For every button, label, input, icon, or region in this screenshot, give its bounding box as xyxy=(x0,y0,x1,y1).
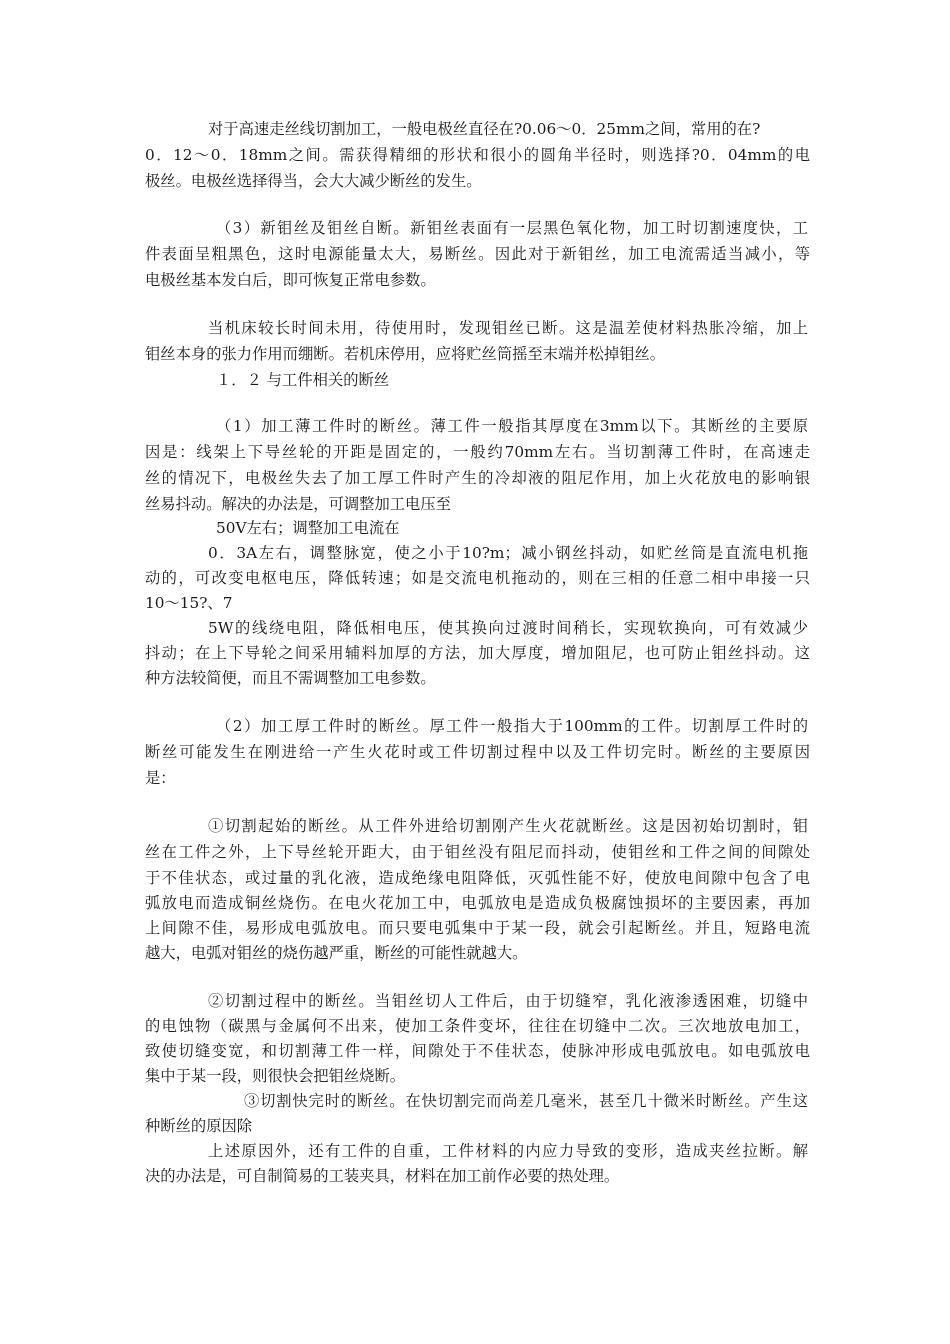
text-line: 当机床较长时间未用，待使用时，发现钼丝已断。这是温差使材料热胀冷缩，加上 xyxy=(208,319,808,337)
text-line: 是： xyxy=(145,769,176,787)
text-line: ②切割过程中的断丝。当钼丝切人工件后，由于切缝窄，乳化液渗透困难，切缝中 xyxy=(208,992,808,1010)
text-line: 50V左右；调整加工电流在 xyxy=(216,519,400,537)
text-line: 上间隙不佳，易形成电弧放电。而只要电弧集中于某一段，就会引起断丝。并且，短路电流 xyxy=(145,919,810,937)
text-line: 动的，可改变电枢电压，降低转速；如是交流电机拖动的，则在三相的任意二相中串接一只 xyxy=(145,569,810,587)
text-line: 丝的情况下，电极丝失去了加工厚工件时产生的冷却液的阻尼作用，加上火花放电的影响银 xyxy=(145,469,810,487)
text-line: 断丝可能发生在刚进给一产生火花时或工件切割过程中以及工件切完时。断丝的主要原因 xyxy=(145,743,810,761)
text-line: ①切割起始的断丝。从工件外进给切割刚产生火花就断丝。这是因初始切割时，钼 xyxy=(208,817,808,835)
text-line: 决的办法是，可自制简易的工装夹具，材料在加工前作必要的热处理。 xyxy=(145,1167,620,1185)
text-line: 钼丝本身的张力作用而绷断。若机床停用，应将贮丝筒摇至末端并松掉钼丝。 xyxy=(145,345,666,363)
text-line: 种断丝的原因除 xyxy=(145,1117,253,1135)
text-line: 极丝。电极丝选择得当，会大大减少断丝的发生。 xyxy=(145,172,482,190)
text-line: 抖动；在上下导轮之间采用辅料加厚的方法，加大厚度，增加阻尼，也可防止钼丝抖动。这 xyxy=(145,644,810,662)
text-line: 弧放电而造成铜丝烧伤。在电火花加工中，电弧放电是造成负极腐蚀损坏的主要因素，再加 xyxy=(145,894,810,912)
text-line: 越大，电弧对钼丝的烧伤越严重，断丝的可能性就越大。 xyxy=(145,944,528,962)
text-line: 上述原因外，还有工件的自重，工件材料的内应力导致的变形，造成夹丝拉断。解 xyxy=(208,1142,808,1160)
text-line: 5W的线绕电阻，降低相电压，使其换向过渡时间稍长，实现软换向，可有效减少 xyxy=(208,619,808,637)
text-line: 对于高速走丝线切割加工，一般电极丝直径在?0.06～0．25mm之间，常用的在? xyxy=(208,120,761,138)
text-line: 因是：线架上下导丝轮的开距是固定的，一般约70mm左右。当切割薄工件时，在高速走 xyxy=(145,443,810,461)
text-line: 于不佳状态，或过量的乳化液，造成绝缘电阻降低，灭弧性能不好，使放电间隙中包含了电 xyxy=(145,869,810,887)
text-line: 集中于某一段，则很快会把钼丝烧断。 xyxy=(145,1067,406,1085)
text-line: （2）加工厚工件时的断丝。厚工件一般指大于100mm的工件。切割厚工件时的 xyxy=(216,717,808,735)
text-line: 种方法较简便，而且不需调整加工电参数。 xyxy=(145,669,436,687)
text-line: 致使切缝变宽，和切割薄工件一样，间隙处于不佳状态，使脉冲形成电弧放电。如电弧放电 xyxy=(145,1042,810,1060)
text-line: 的电蚀物（碳黑与金属何不出来，使加工条件变坏，往往在切缝中二次。三次地放电加工， xyxy=(145,1017,810,1035)
section-heading: １．２ 与工件相关的断丝 xyxy=(216,371,390,389)
text-line: 电极丝基本发白后，即可恢复正常电参数。 xyxy=(145,271,436,289)
text-line: 10～15?、7 xyxy=(145,594,233,612)
text-line: 件表面呈粗黑色，这时电源能量太大，易断丝。因此对于新钼丝，加工电流需适当减小，等 xyxy=(145,245,810,263)
text-line: （1）加工薄工件时的断丝。薄工件一般指其厚度在3mm以下。其断丝的主要原 xyxy=(216,417,808,435)
text-line: 丝易抖动。解决的办法是，可调整加工电压至 xyxy=(145,495,451,513)
text-line: （3）新钼丝及钼丝自断。新钼丝表面有一层黑色氧化物，加工时切割速度快，工 xyxy=(216,219,808,237)
text-line: 0．3A左右，调整脉宽，使之小于10?m；减小钢丝抖动，如贮丝筒是直流电机拖 xyxy=(208,544,808,562)
text-line: 丝在工件之外，上下导丝轮开距大，由于钼丝没有阻尼而抖动，使钼丝和工件之间的间隙处 xyxy=(145,843,810,861)
text-line: ③切割快完时的断丝。在快切割完而尚差几毫米，甚至几十微米时断丝。产生这 xyxy=(244,1092,808,1110)
text-line: 0．12～0．18mm之间。需获得精细的形状和很小的圆角半径时，则选择?0．04mm的电 xyxy=(145,146,810,164)
